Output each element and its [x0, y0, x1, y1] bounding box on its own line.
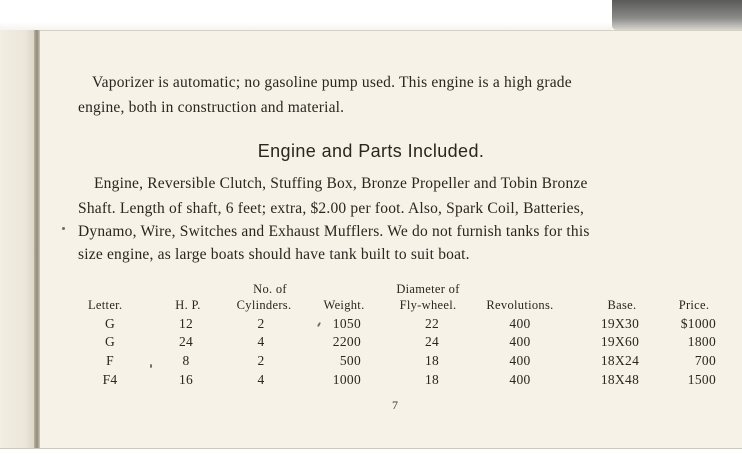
table-row-2-revolutions: 400 [509, 334, 531, 349]
table-row-2-letter: G [104, 334, 116, 349]
table-row-3-cylinders: 2 [257, 353, 265, 368]
body-line-2: Shaft. Length of shaft, 6 feet; extra, $2.00 per foot. Also, Spark Coil, Batteries, [78, 200, 585, 217]
body-line-3: Dynamo, Wire, Switches and Exhaust Mufflers. We do not furnish tanks for this [78, 223, 590, 240]
table-row-2-base: 19X60 [600, 334, 640, 349]
table-row-1-hp: 12 [178, 316, 194, 331]
table-row-2-price: 1800 [687, 334, 716, 349]
bottom-edge [0, 448, 742, 460]
table-row-1-flywheel: 22 [424, 316, 440, 331]
table-row-3-hp: 8 [182, 353, 190, 368]
header-hp: H. P. [175, 298, 201, 312]
table-row-2-weight: 2200 [332, 334, 361, 349]
table-row-3-flywheel: 18 [424, 353, 440, 368]
header-flywheel: Fly-wheel. [399, 298, 457, 312]
header-cylinders-top: No. of [253, 282, 287, 296]
table-row-1-revolutions: 400 [509, 316, 531, 331]
header-letter: Letter. [88, 298, 123, 312]
table-row-3-letter: F [106, 353, 114, 368]
table-row-3-price: 700 [694, 353, 716, 368]
paper-speck [150, 364, 152, 368]
table-row-4-weight: 1000 [332, 372, 361, 387]
header-price: Price. [678, 298, 710, 312]
paper-speck [62, 227, 65, 230]
table-row-4-revolutions: 400 [509, 372, 531, 387]
table-row-4-cylinders: 4 [257, 372, 265, 387]
header-flywheel-top: Diameter of [396, 282, 460, 296]
table-row-1-base: 19X30 [600, 316, 640, 331]
intro-line-2: engine, both in construction and material. [78, 99, 345, 116]
header-revolutions: Revolutions. [486, 298, 554, 312]
header-base: Base. [607, 298, 637, 312]
section-heading: Engine and Parts Included. [257, 141, 485, 161]
table-row-3-weight: 500 [339, 353, 361, 368]
table-row-4-price: 1500 [687, 372, 716, 387]
table-row-2-cylinders: 4 [257, 334, 265, 349]
table-row-1-letter: G [104, 316, 116, 331]
table-row-4-flywheel: 18 [424, 372, 440, 387]
table-row-3-base: 18X24 [600, 353, 640, 368]
table-row-2-hp: 24 [178, 334, 194, 349]
left-page-edge [0, 30, 36, 450]
table-row-1-weight: 1050 [332, 316, 361, 331]
table-row-1-price: $1000 [680, 316, 716, 331]
table-row-4-hp: 16 [178, 372, 194, 387]
table-row-2-flywheel: 24 [424, 334, 440, 349]
table-row-1-cylinders: 2 [257, 316, 265, 331]
table-row-4-base: 18X48 [600, 372, 640, 387]
top-shadow [612, 0, 742, 30]
header-weight: Weight. [323, 298, 365, 312]
page-number: 7 [392, 398, 398, 412]
table-row-3-revolutions: 400 [509, 353, 531, 368]
table-row-4-letter: F4 [102, 372, 118, 387]
body-line-4: size engine, as large boats should have tank built to suit boat. [78, 246, 470, 263]
header-cylinders: Cylinders. [236, 298, 292, 312]
intro-line-1: Vaporizer is automatic; no gasoline pump used. This engine is a high grade [92, 74, 572, 91]
body-line-1: Engine, Reversible Clutch, Stuffing Box, Bronze Propeller and Tobin Bronze [94, 175, 588, 192]
